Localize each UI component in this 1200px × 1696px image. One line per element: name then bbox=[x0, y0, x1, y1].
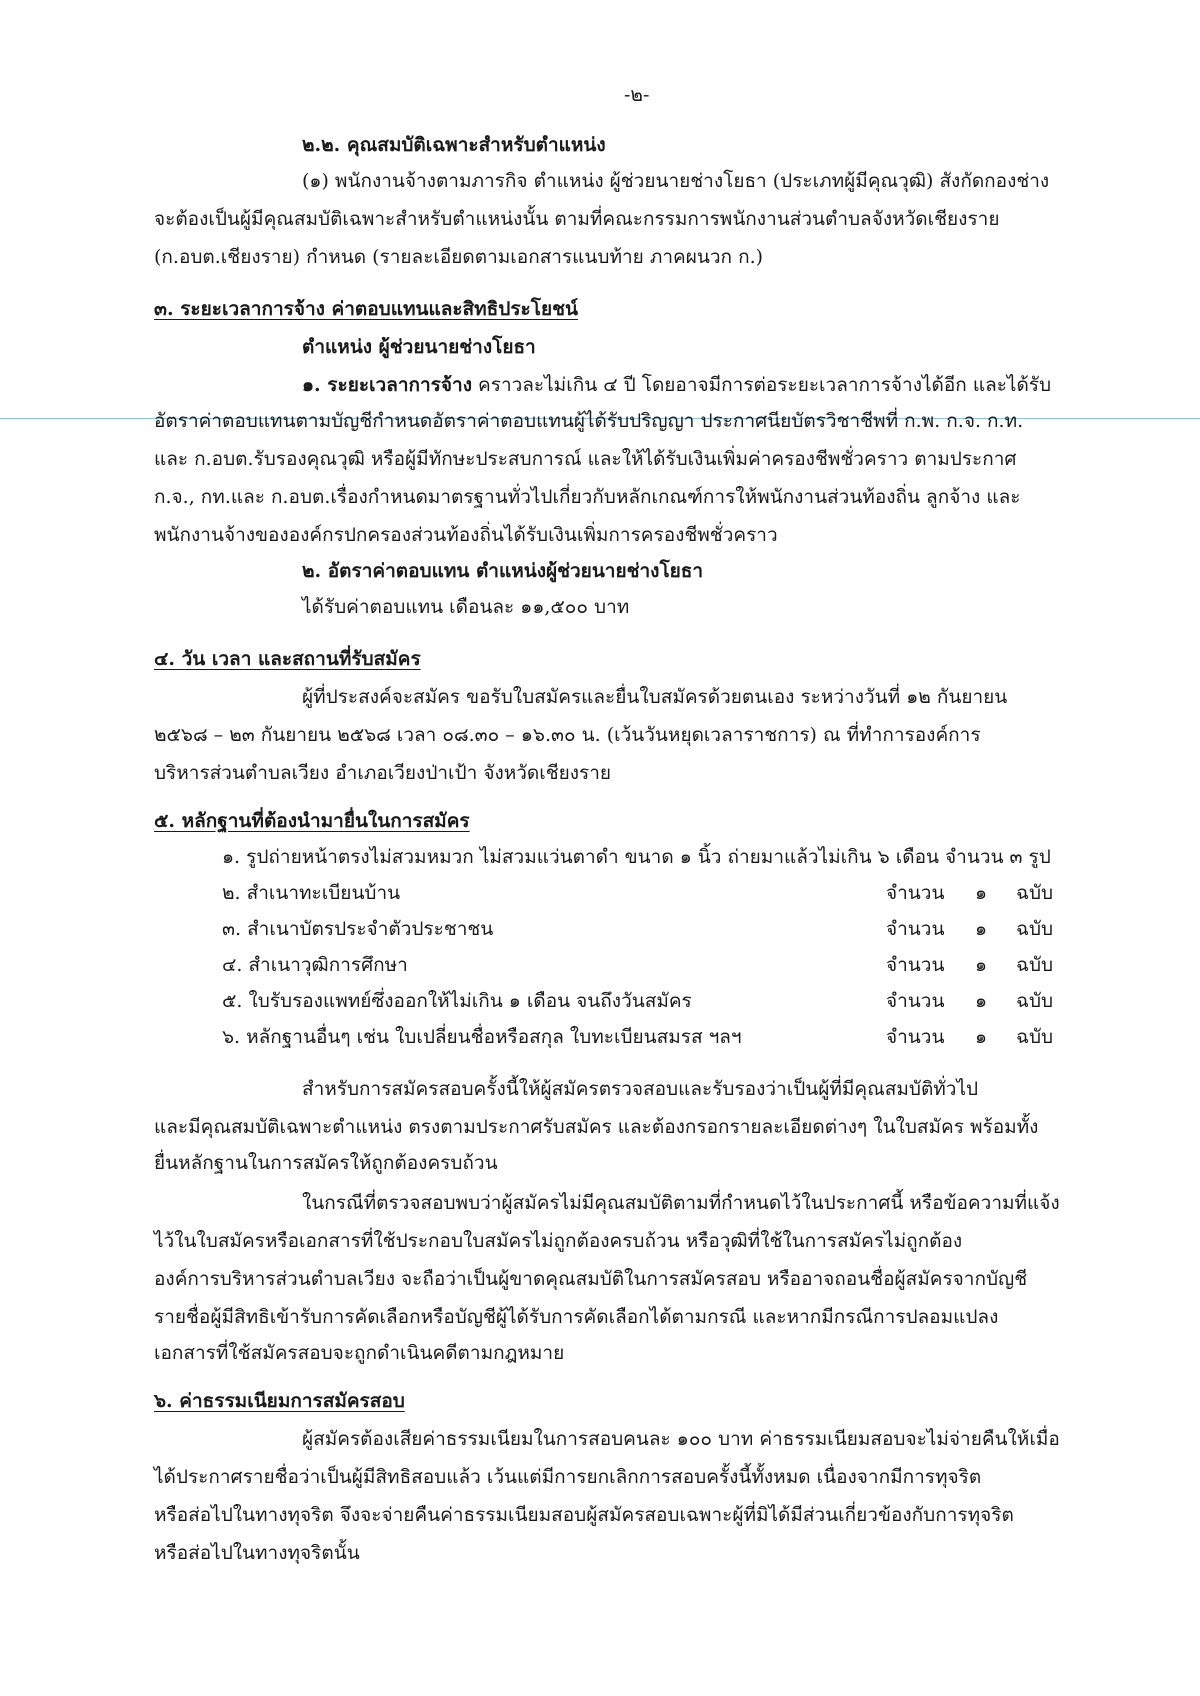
list-item-unit: ฉบับ bbox=[1016, 1026, 1054, 1048]
section-4-line: ๒๕๖๘ – ๒๓ กันยายน ๒๕๖๘ เวลา ๐๘.๓๐ – ๑๖.๓๐ น. (เว้นวันหยุดเวลาราชการ) ณ ที่ทำการองค์การ bbox=[154, 724, 981, 746]
section-2-2-line: จะต้องเป็นผู้มีคุณสมบัติเฉพาะสำหรับตำแหน่งนั้น ตามที่คณะกรรมการพนักงานส่วนตำบลจังหวัดเชียงราย bbox=[154, 208, 1000, 230]
list-item-unit: ฉบับ bbox=[1016, 954, 1054, 976]
section-2-2-line: (ก.อบต.เชียงราย) กำหนด (รายละเอียดตามเอกสารแนบท้าย ภาคผนวก ก.) bbox=[154, 246, 764, 268]
list-item-count-label: จำนวน bbox=[886, 990, 945, 1012]
section-3-item-1-text: คราวละไม่เกิน ๔ ปี โดยอาจมีการต่อระยะเวลาการจ้างได้อีก และได้รับ bbox=[471, 374, 1052, 396]
list-item-text: ๕. ใบรับรองแพทย์ซึ่งออกให้ไม่เกิน ๑ เดือน จนถึงวันสมัคร bbox=[222, 990, 692, 1012]
section-5-paragraph-2-line: องค์การบริหารส่วนตำบลเวียง จะถือว่าเป็นผู้ขาดคุณสมบัติในการสมัครสอบ หรืออาจถอนชื่อผู้สมัครจากบัญชี bbox=[154, 1268, 1028, 1290]
section-3-item-1 bbox=[302, 372, 1051, 398]
list-item-unit: ฉบับ bbox=[1016, 882, 1054, 904]
section-4-heading: ๔. วัน เวลา และสถานที่รับสมัคร bbox=[154, 648, 421, 670]
list-item-count-label: จำนวน bbox=[886, 882, 945, 904]
section-6-line: หรือส่อไปในทางทุจริตนั้น bbox=[154, 1542, 360, 1564]
list-item-text: ๔. สำเนาวุฒิการศึกษา bbox=[222, 954, 408, 976]
section-5-paragraph-1-line: และมีคุณสมบัติเฉพาะตำแหน่ง ตรงตามประกาศรับสมัคร และต้องกรอกรายละเอียดต่างๆ ในใบสมัคร พร้อมทั้ง bbox=[154, 1116, 1039, 1138]
list-item-count: ๑ bbox=[975, 1026, 988, 1048]
list-item-text: ๒. สำเนาทะเบียนบ้าน bbox=[222, 882, 401, 904]
section-5-paragraph-2-line: รายชื่อผู้มีสิทธิเข้ารับการคัดเลือกหรือบัญชีผู้ได้รับการคัดเลือกได้ตามกรณี และหากมีกรณีการปลอมแปลง bbox=[154, 1306, 999, 1328]
section-6-line: หรือส่อไปในทางทุจริต จึงจะจ่ายคืนค่าธรรมเนียมสอบผู้สมัครสอบเฉพาะผู้ที่มิได้มีส่วนเกี่ยวข้องกับการทุจริต bbox=[154, 1504, 1014, 1526]
section-2-2-line: (๑) พนักงานจ้างตามภารกิจ ตำแหน่ง ผู้ช่วยนายช่างโยธา (ประเภทผู้มีคุณวุฒิ) สังกัดกองช่าง bbox=[302, 170, 1050, 192]
section-5-paragraph-2-line: เอกสารที่ใช้สมัครสอบจะถูกดำเนินคดีตามกฎหมาย bbox=[154, 1342, 565, 1364]
list-item-count: ๑ bbox=[975, 990, 988, 1012]
section-3-item-2-text: ได้รับค่าตอบแทน เดือนละ ๑๑,๕๐๐ บาท bbox=[302, 596, 630, 618]
section-4-line: ผู้ที่ประสงค์จะสมัคร ขอรับใบสมัครและยื่นใบสมัครด้วยตนเอง ระหว่างวันที่ ๑๒ กันยายน bbox=[302, 686, 1008, 708]
section-5-paragraph-1-line: สำหรับการสมัครสอบครั้งนี้ให้ผู้สมัครตรวจสอบและรับรองว่าเป็นผู้ที่มีคุณสมบัติทั่วไป bbox=[302, 1078, 979, 1100]
list-item-count: ๑ bbox=[975, 882, 988, 904]
section-4-line: บริหารส่วนตำบลเวียง อำเภอเวียงป่าเป้า จังหวัดเชียงราย bbox=[154, 762, 612, 784]
list-item-count-label: จำนวน bbox=[886, 918, 945, 940]
list-item-count: ๑ bbox=[975, 954, 988, 976]
section-6-heading: ๖. ค่าธรรมเนียมการสมัครสอบ bbox=[154, 1390, 405, 1412]
section-2-2-heading: ๒.๒. คุณสมบัติเฉพาะสำหรับตำแหน่ง bbox=[302, 134, 606, 156]
section-3-item-1-line: อัตราค่าตอบแทนตามบัญชีกำหนดอัตราค่าตอบแทนผู้ได้รับปริญญา ประกาศนียบัตรวิชาชีพที่ ก.พ. ก.จ. ก.ท. bbox=[154, 410, 1024, 432]
section-3-position: ตำแหน่ง ผู้ช่วยนายช่างโยธา bbox=[302, 336, 536, 358]
list-item-count-label: จำนวน bbox=[886, 1026, 945, 1048]
list-item-text: ๓. สำเนาบัตรประจำตัวประชาชน bbox=[222, 918, 494, 940]
section-3-item-1-line: ก.จ., กท.และ ก.อบต.เรื่องกำหนดมาตรฐานทั่วไปเกี่ยวกับหลักเกณฑ์การให้พนักงานส่วนท้องถิ่น ลูกจ้าง และ bbox=[154, 486, 1021, 508]
section-5-paragraph-2-line: ในกรณีที่ตรวจสอบพบว่าผู้สมัครไม่มีคุณสมบัติตามที่กำหนดไว้ในประกาศนี้ หรือข้อความที่แจ้ง bbox=[302, 1192, 1060, 1214]
section-3-heading: ๓. ระยะเวลาการจ้าง ค่าตอบแทนและสิทธิประโยชน์ bbox=[154, 298, 578, 320]
list-item-text: ๖. หลักฐานอื่นๆ เช่น ใบเปลี่ยนชื่อหรือสกุล ใบทะเบียนสมรส ฯลฯ bbox=[222, 1026, 742, 1048]
section-3-item-2-heading: ๒. อัตราค่าตอบแทน ตำแหน่งผู้ช่วยนายช่างโยธา bbox=[302, 560, 704, 582]
list-item-count: ๑ bbox=[975, 918, 988, 940]
section-3-item-1-line: พนักงานจ้างขององค์กรปกครองส่วนท้องถิ่นได้รับเงินเพิ่มการครองชีพชั่วคราว bbox=[154, 524, 778, 546]
section-3-item-1-label: ๑. ระยะเวลาการจ้าง bbox=[302, 374, 472, 396]
list-item-count-label: จำนวน bbox=[886, 954, 945, 976]
section-6-line: ได้ประกาศรายชื่อว่าเป็นผู้มีสิทธิสอบแล้ว เว้นแต่มีการยกเลิกการสอบครั้งนี้ทั้งหมด เนื่องจากมีการทุจริต bbox=[154, 1466, 982, 1488]
section-5-heading: ๕. หลักฐานที่ต้องนำมายื่นในการสมัคร bbox=[154, 810, 470, 832]
list-item-unit: ฉบับ bbox=[1016, 990, 1054, 1012]
section-5-paragraph-2-line: ไว้ในใบสมัครหรือเอกสารที่ใช้ประกอบใบสมัครไม่ถูกต้องครบถ้วน หรือวุฒิที่ใช้ในการสมัครไม่ถูกต้อง bbox=[154, 1230, 963, 1252]
list-item-unit: ฉบับ bbox=[1016, 918, 1054, 940]
section-3-item-1-line: และ ก.อบต.รับรองคุณวุฒิ หรือผู้มีทักษะประสบการณ์ และให้ได้รับเงินเพิ่มค่าครองชีพชั่วคราว ตามประกาศ bbox=[154, 448, 1017, 470]
section-5-paragraph-1-line: ยื่นหลักฐานในการสมัครให้ถูกต้องครบถ้วน bbox=[154, 1152, 498, 1174]
page-number: -๒- bbox=[624, 84, 650, 106]
section-5-item-1: ๑. รูปถ่ายหน้าตรงไม่สวมหมวก ไม่สวมแว่นตาดำ ขนาด ๑ นิ้ว ถ่ายมาแล้วไม่เกิน ๖ เดือน จำนวน ๓ รูป bbox=[222, 846, 1051, 868]
section-6-line: ผู้สมัครต้องเสียค่าธรรมเนียมในการสอบคนละ ๑๐๐ บาท ค่าธรรมเนียมสอบจะไม่จ่ายคืนให้เมื่อ bbox=[302, 1428, 1060, 1450]
